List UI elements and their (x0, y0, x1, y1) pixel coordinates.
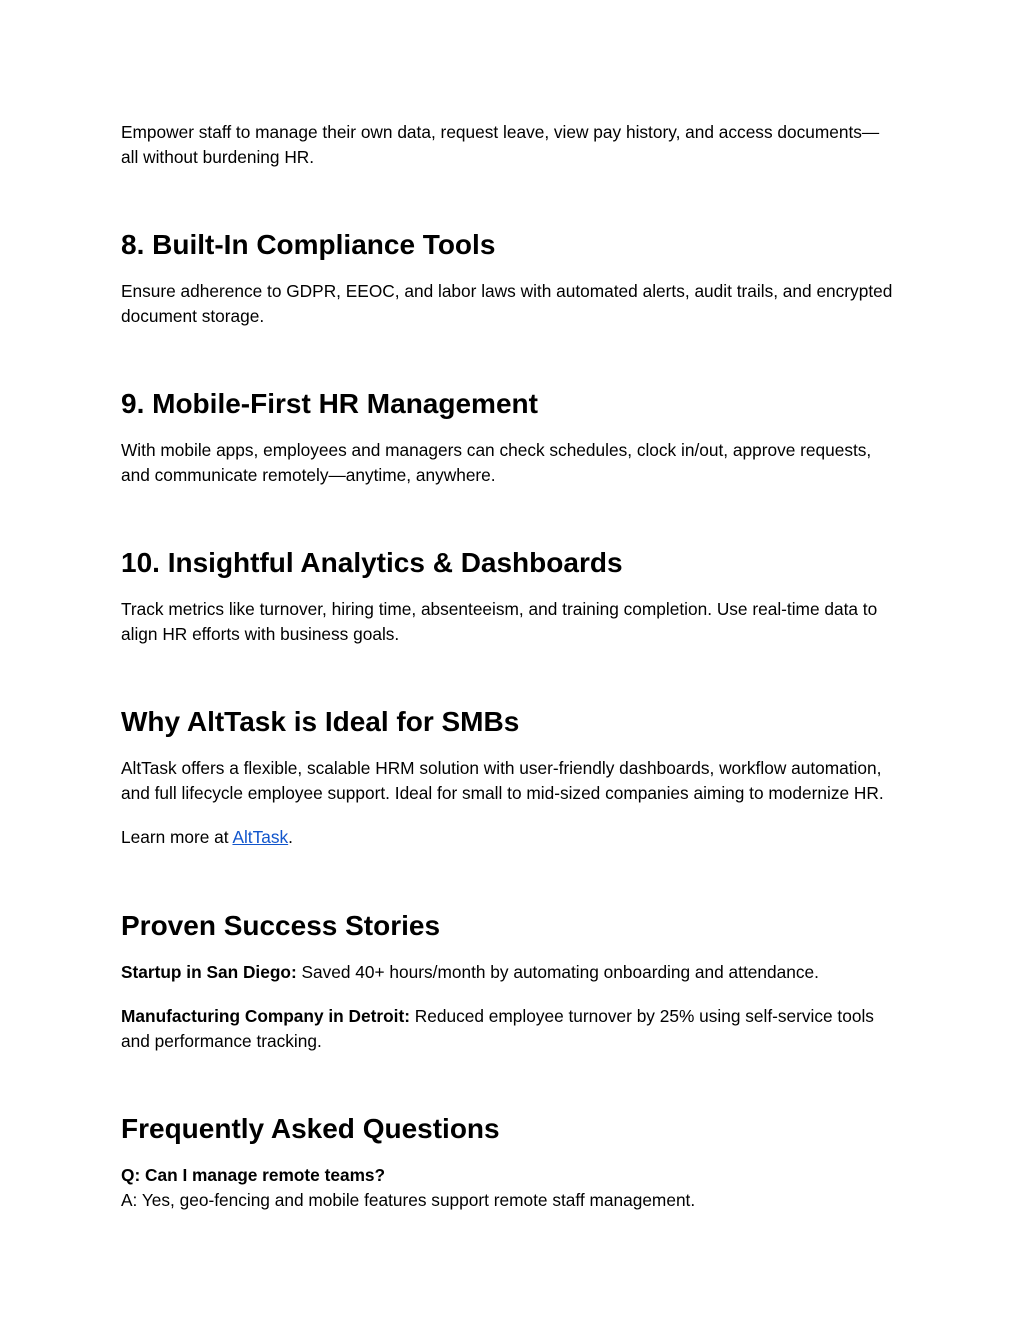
story-item (121, 960, 896, 985)
heading-mobile-first: 9. Mobile-First HR Management (121, 388, 538, 419)
intro-paragraph: Empower staff to manage their own data, request leave, view pay history, and access documents—all without burdening HR. (121, 122, 880, 167)
story-text: Saved 40+ hours/month by automating onboarding and attendance. (296, 961, 819, 982)
story-label: Startup in San Diego: (121, 961, 297, 982)
faq-answer: A: Yes, geo-fencing and mobile features support remote staff management. (121, 1189, 696, 1210)
heading-why-alttask: Why AltTask is Ideal for SMBs (121, 706, 520, 737)
heading-analytics: 10. Insightful Analytics & Dashboards (121, 547, 623, 578)
story-label: Manufacturing Company in Detroit: (121, 1006, 410, 1026)
heading-success-stories: Proven Success Stories (121, 909, 441, 941)
paragraph-mobile-first: With mobile apps, employees and managers can check schedules, clock in/out, approve requests, and communicate remotely—anytime, anywhere. (121, 440, 872, 485)
story-item (121, 1004, 896, 1053)
heading-faq: Frequently Asked Questions (121, 1113, 500, 1144)
learn-more-line (121, 825, 896, 850)
learn-more-suffix: . (288, 827, 293, 847)
alttask-link[interactable]: AltTask (232, 827, 289, 847)
faq-question: Q: Can I manage remote teams? (121, 1165, 386, 1185)
story-text: Reduced employee turnover by 25% using self-service tools and performance tracking. (121, 1006, 874, 1051)
document-page (121, 120, 896, 1212)
paragraph-compliance-tools: Ensure adherence to GDPR, EEOC, and labor laws with automated alerts, audit trails, and encrypted document storage. (121, 281, 893, 326)
learn-more-prefix: Learn more at (121, 827, 233, 847)
paragraph-why-alttask: AltTask offers a flexible, scalable HRM solution with user-friendly dashboards, workflow automation, and full lifecycle employee support. Ideal for small to mid-sized companies aiming to modernize HR. (121, 758, 884, 803)
paragraph-analytics: Track metrics like turnover, hiring time, absenteeism, and training completion. Use real-time data to align HR efforts with business goals. (121, 599, 878, 644)
heading-compliance-tools: 8. Built-In Compliance Tools (121, 229, 496, 260)
